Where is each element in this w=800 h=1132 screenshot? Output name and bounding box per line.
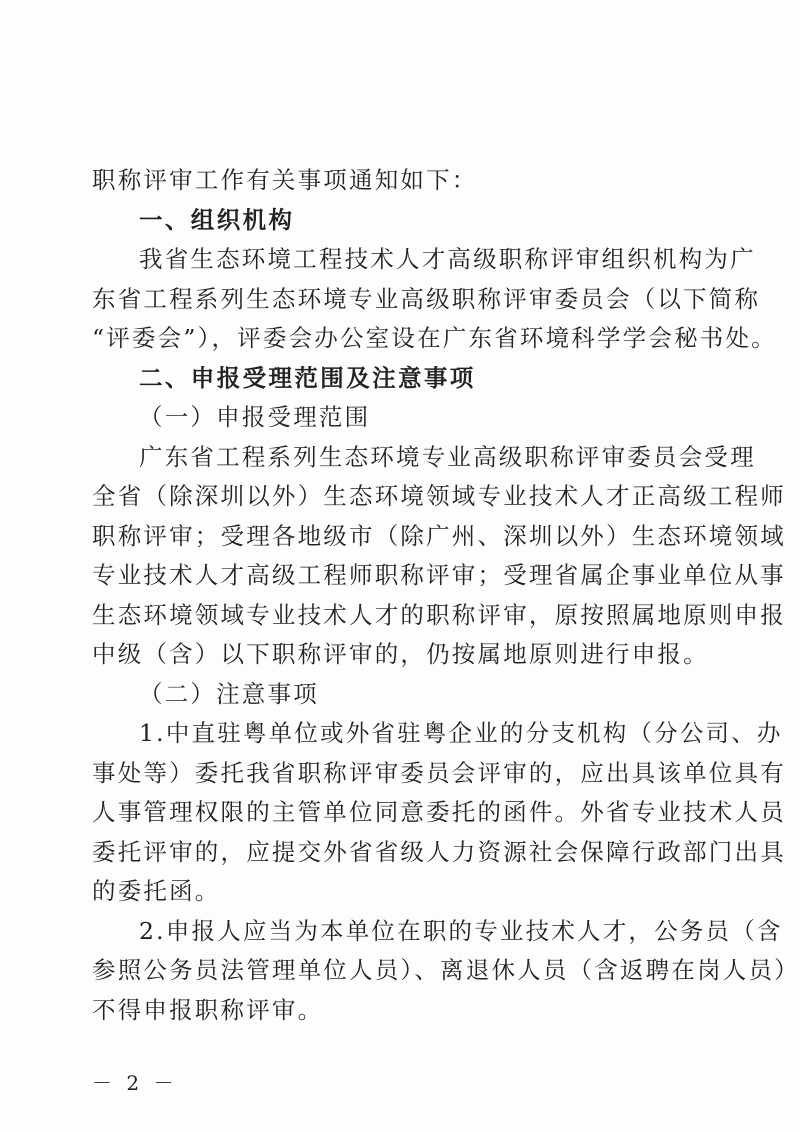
paragraph-line: 职称评审；受理各地级市（除广州、深圳以外）生态环境领域 xyxy=(92,521,786,550)
paragraph-line: 参照公务员法管理单位人员）、离退休人员（含返聘在岗人员） xyxy=(92,956,800,984)
paragraph-line: 委托评审的，应提交外省省级人力资源社会保障行政部门出具 xyxy=(92,837,786,866)
page-number: － 2 － xyxy=(92,1071,178,1095)
paragraph-line: “评委会”），评委会办公室设在广东省环境科学学会秘书处。 xyxy=(92,324,777,352)
paragraph-line: 东省工程系列生态环境专业高级职称评审委员会（以下简称 xyxy=(92,284,761,313)
paragraph-line: 不得申报职称评审。 xyxy=(92,995,324,1024)
paragraph-line: 1.中直驻粤单位或外省驻粤企业的分支机构（分公司、办 xyxy=(139,719,783,747)
paragraph-line: 生态环境领域专业技术人才的职称评审，原按照属地原则申报 xyxy=(92,600,786,629)
paragraph-line: 中级（含）以下职称评审的，仍按属地原则进行申报。 xyxy=(92,640,709,668)
paragraph-line: 2.申报人应当为本单位在职的专业技术人才，公务员（含 xyxy=(139,916,783,945)
paragraph-line: 全省（除深圳以外）生态环境领域专业技术人才正高级工程师 xyxy=(92,482,786,510)
subsection-heading-notes: （二）注意事项 xyxy=(139,679,319,708)
intro-line: 职称评审工作有关事项通知如下： xyxy=(92,166,478,194)
section-heading-scope: 二、申报受理范围及注意事项 xyxy=(139,363,476,392)
section-heading-organization: 一、组织机构 xyxy=(139,205,295,234)
paragraph-line: 我省生态环境工程技术人才高级职称评审组织机构为广 xyxy=(139,245,756,273)
paragraph-line: 的委托函。 xyxy=(92,877,221,905)
paragraph-line: 人事管理权限的主管单位同意委托的函件。外省专业技术人员 xyxy=(92,798,786,826)
paragraph-line: 事处等）委托我省职称评审委员会评审的，应出具该单位具有 xyxy=(92,758,786,787)
paragraph-line: 广东省工程系列生态环境专业高级职称评审委员会受理 xyxy=(139,442,756,471)
subsection-heading-scope: （一）申报受理范围 xyxy=(139,403,371,431)
paragraph-line: 专业技术人才高级工程师职称评审；受理省属企事业单位从事 xyxy=(92,561,786,589)
